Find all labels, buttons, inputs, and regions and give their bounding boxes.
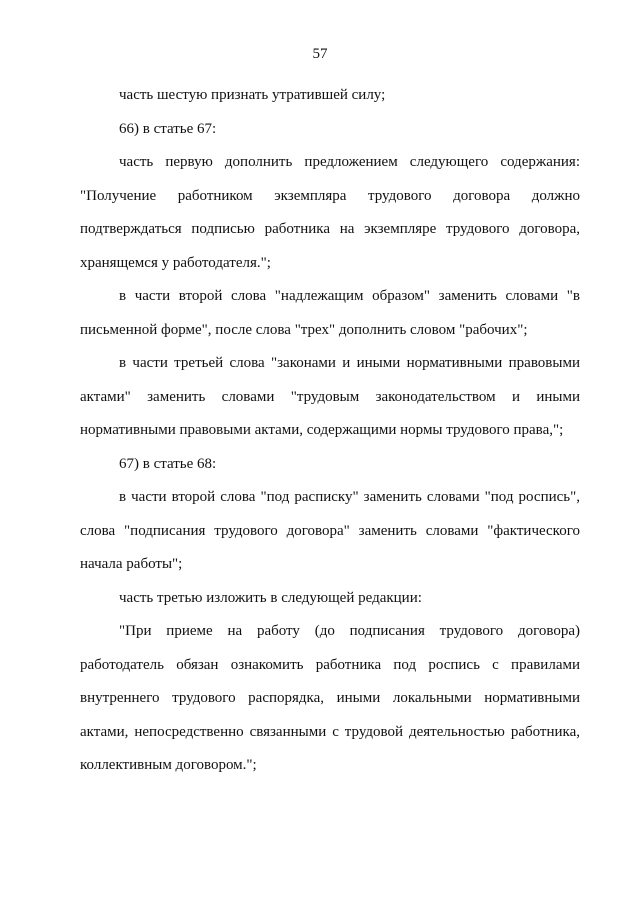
paragraph-9: "При приеме на работу (до подписания трудового договора) работодатель обязан ознакомить работника под роспись с правилами внутреннего трудового распорядка, иными локальными нормативными актами, непосредственно связанными с трудовой деятельностью работника, коллективным договором."; [80,623,580,773]
page-number: 57 [312,46,328,62]
document-body [80,79,580,783]
paragraph-6: 67) в статье 68: [119,455,217,472]
paragraph-1: часть шестую признать утратившей силу; [119,87,386,103]
paragraph-8: часть третью изложить в следующей редакции: [119,589,422,606]
paragraph-5: в части третьей слова "законами и иными нормативными правовыми актами" заменить словами "трудовым законодательством и иными нормативными правовыми актами, содержащими нормы трудового права,"; [80,355,580,438]
paragraph-7: в части второй слова "под расписку" заменить словами "под роспись", слова "подписания трудового договора" заменить словами "фактического начала работы"; [80,489,580,572]
paragraph-4: в части второй слова "надлежащим образом" заменить словами "в письменной форме", после слова "трех" дополнить словом "рабочих"; [80,288,580,338]
paragraph-2: 66) в статье 67: [119,120,217,137]
paragraph-3: часть первую дополнить предложением следующего содержания: "Получение работником экземпляра трудового договора должно подтверждаться подписью работника на экземпляре трудового договора, хранящемся у работодателя."; [80,154,580,271]
